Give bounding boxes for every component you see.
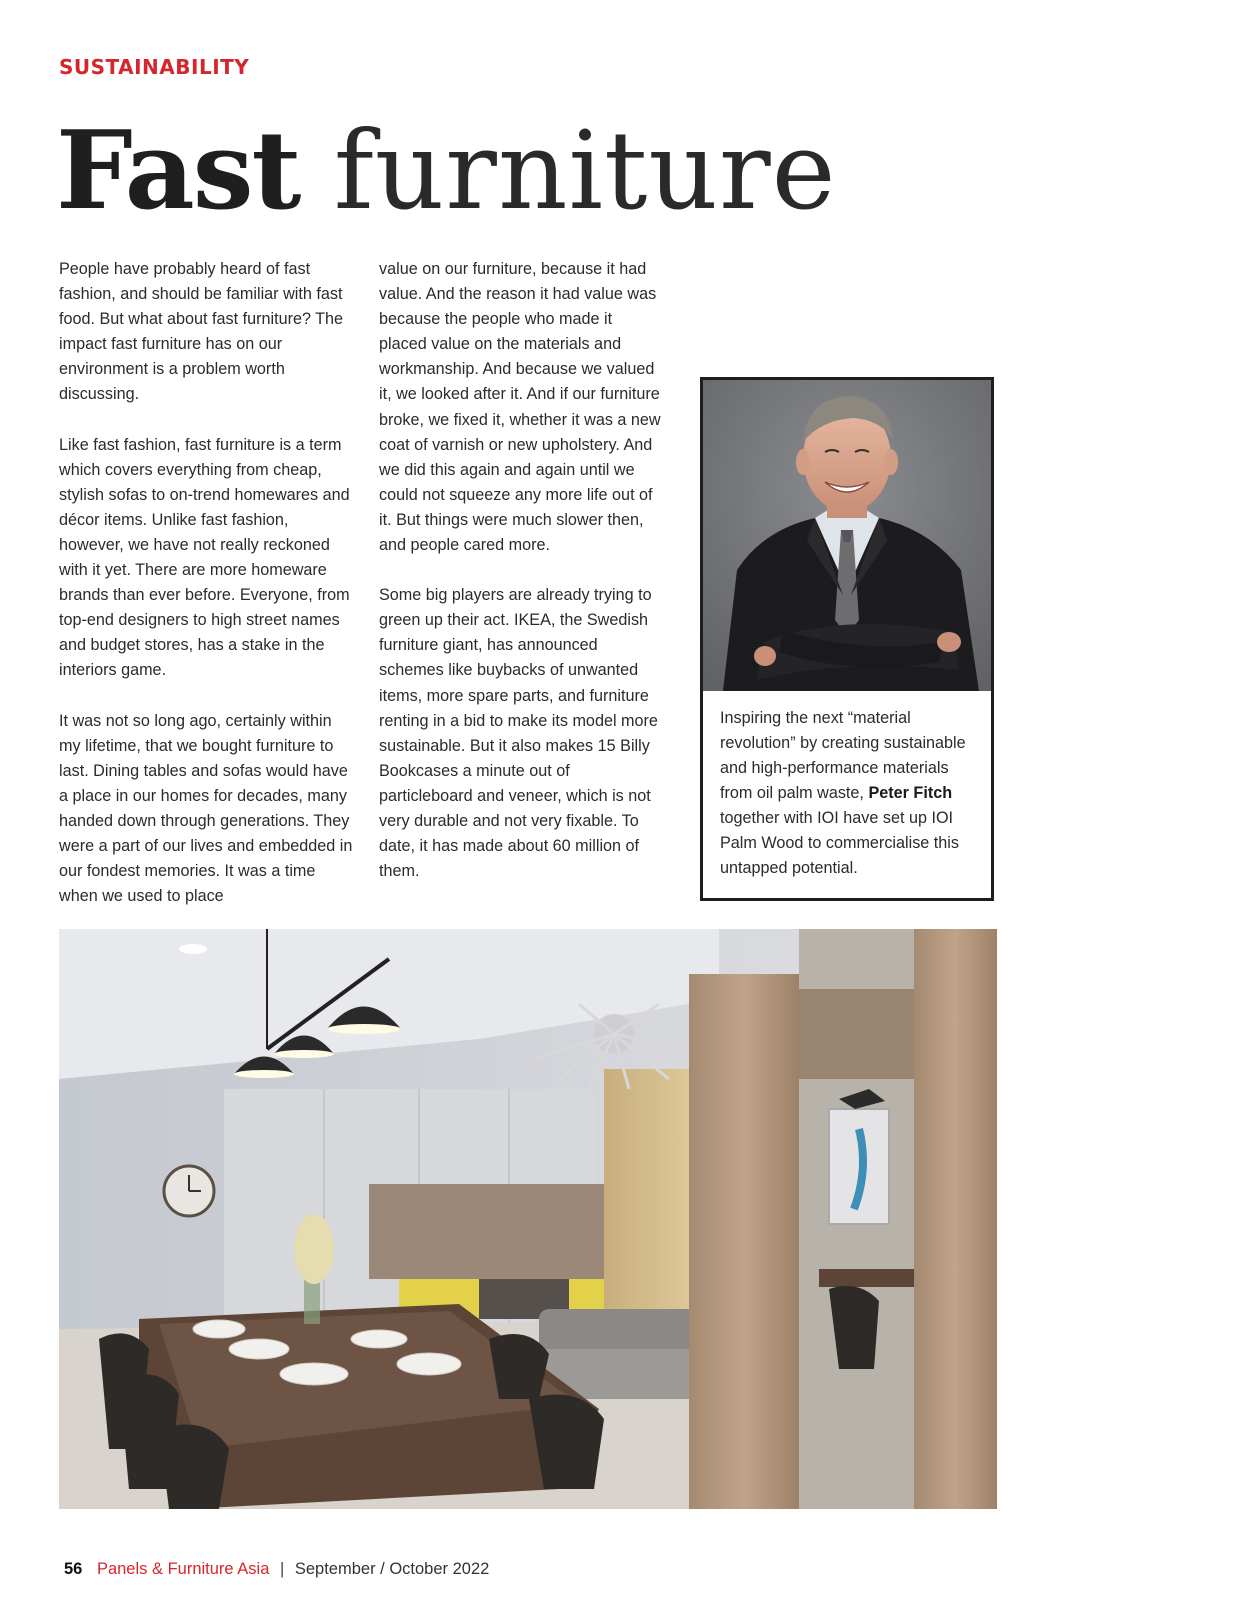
article-column-1 xyxy=(59,257,355,934)
paragraph: Like fast fashion, fast furniture is a term which covers everything from cheap, stylish sofas to on-trend homewares and décor items. Unlike fast fashion, however, we have not really reckoned with it yet. There are more homeware brands than ever before. Everyone, from top-end designers to high street names and budget stores, has a stake in the interiors game. xyxy=(59,435,350,680)
headline-bold: Fast xyxy=(56,108,300,234)
portrait-photo xyxy=(703,380,991,691)
footer-separator: | xyxy=(279,1560,285,1578)
page-number: 56 xyxy=(64,1560,83,1578)
profile-box xyxy=(700,377,994,901)
caption-text: together with IOI have set up IOI Palm Wood to commercialise this untapped potential. xyxy=(720,809,959,877)
paragraph: Some big players are already trying to green up their act. IKEA, the Swedish furniture giant, has announced schemes like buybacks of unwanted items, more spare parts, and furniture renting in a bid to make its model more sustainable. But it also makes 15 Billy Bookcases a minute out of particleboard and veneer, which is not very durable and not very fixable. To date, it has made about 60 million of them. xyxy=(379,586,658,881)
paragraph: It was not so long ago, certainly within my lifetime, that we bought furniture to last. Dining tables and sofas would have a place in our homes for decades, many handed down through generations. They were a part of our lives and embedded in our fondest memories. It was a time when we used to place xyxy=(59,711,353,906)
paragraph: value on our furniture, because it had value. And the reason it had value was because the people who made it placed value on the materials and workmanship. And because we valued it, we looked after it. And if our furniture broke, we fixed it, whether it was a new coat of varnish or new upholstery. And we did this again and again until we could not squeeze any more life out of it. But things were much slower then, and people cared more. xyxy=(379,260,661,555)
section-label: SUSTAINABILITY xyxy=(59,55,250,79)
dining-room-photo xyxy=(59,929,997,1509)
headline-light: furniture xyxy=(333,109,837,234)
page-footer xyxy=(64,1560,489,1579)
caption-text: Inspiring the next “material revolution” by creating sustainable and high-performance materials from oil palm waste, xyxy=(720,709,966,802)
caption-person-name: Peter Fitch xyxy=(868,784,953,802)
headline xyxy=(56,108,837,234)
paragraph: People have probably heard of fast fashion, and should be familiar with fast food. But what about fast furniture? The impact fast furniture has on our environment is a problem worth discussing. xyxy=(59,260,344,404)
issue-date: September / October 2022 xyxy=(294,1560,490,1578)
profile-caption xyxy=(720,706,982,881)
article-column-2 xyxy=(379,257,663,909)
magazine-name: Panels & Furniture Asia xyxy=(96,1560,270,1578)
